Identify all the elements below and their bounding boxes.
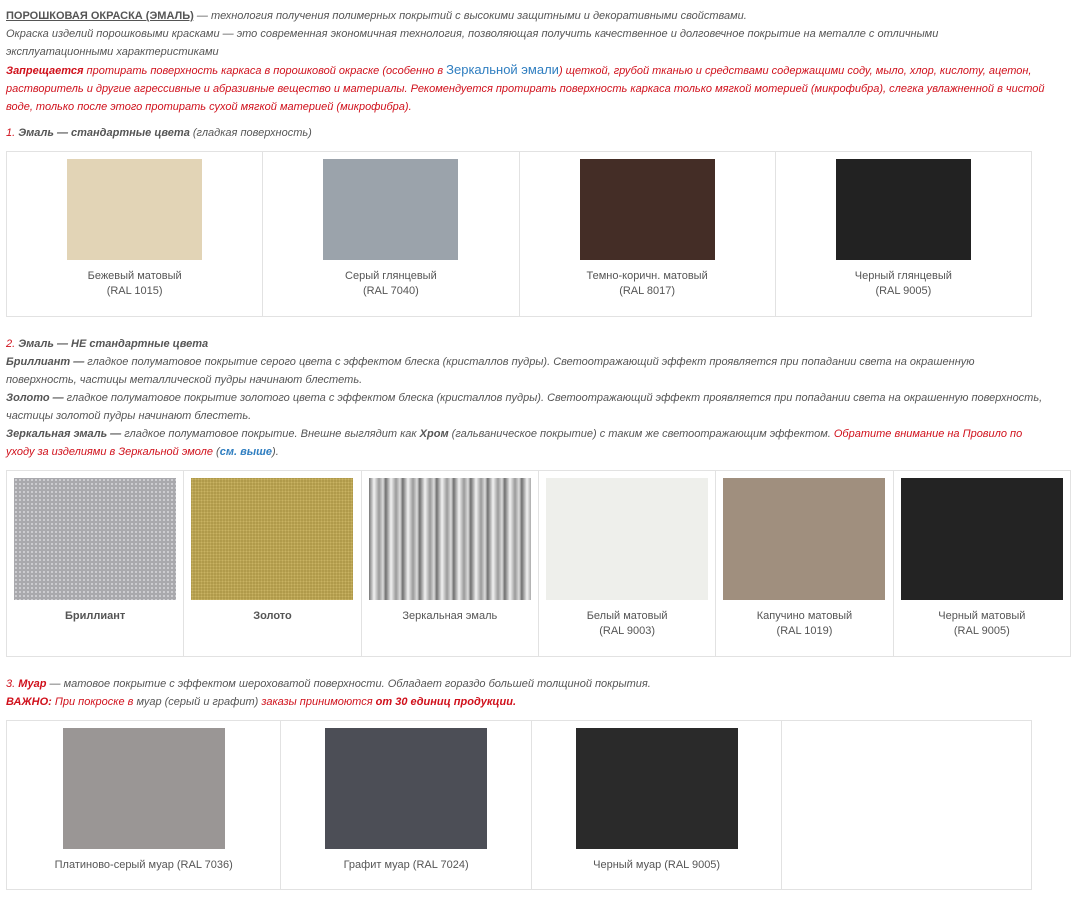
mirror-enamel-link[interactable]: Зеркальной эмали [446,62,559,77]
swatch-color [325,728,487,849]
swatch-name: Бежевый матовый [87,270,182,282]
swatch-name: Графит муар (RAL 7024) [343,859,469,871]
swatch-name: Капучино матовый [756,610,853,622]
swatch-cell [775,152,1031,317]
swatch-name: Черный матовый [938,610,1026,622]
swatch-code: (RAL 8017) [619,285,676,297]
warning-paragraph: Запрещается протирать поверхность каркаса в порошковой окраске (особенно в Зеркальной эмали) щеткой, грубой тканью и средствами содержащими соду, мыло, хлор, кислоту, ацетон, растворитель и другие агрессивные и абразивные вещество и материалы. Рекомендуется протирать поверхность каркаса только мягкой мотерией (микрофибра), слегка увлажненной в чистой воде, только после этого протирать сухой мягкой материей (микрофибра). [6,62,1045,113]
swatch-cell [361,471,538,657]
swatch-cell [7,721,281,890]
swatch-name: Бриллиант [65,610,126,622]
swatch-code: (RAL 1019) [776,625,833,637]
mirror-desc: Зеркальная эмаль — гладкое полуматовое покрытие. Внешне выглядит как Хром (гальваническое покрытие) с таким же светоотражающим эффектом. Обратите внимание на Провило по уходу за изделиями в Зеркальной эмоле (см. выше). [6,428,1023,458]
swatch-color [723,478,885,600]
swatch-cell [893,471,1070,657]
important-note: ВАЖНО: При покроске в муар (серый и графит) заказы принимоются от 30 единиц продукции. [6,696,517,708]
warning-word: Запрещается [6,65,84,77]
intro-heading-rest: — технология получения полимерных покрытий с высокими защитными и декоративными свойствами. [193,10,747,22]
swatch-name: Белый матовый [586,610,668,622]
swatch-name: Темно-коричн. матовый [586,270,708,282]
swatch-code: (RAL 9005) [953,625,1010,637]
swatch-code: (RAL 9003) [599,625,656,637]
swatch-name: Черный муар (RAL 9005) [593,859,721,871]
swatch-color [63,728,225,849]
section3-swatch-table [6,720,1032,890]
swatch-code: (RAL 9005) [875,285,932,297]
swatch-cell [7,471,184,657]
swatch-name: Платиново-серый муар (RAL 7036) [54,859,233,871]
swatch-color [323,159,458,260]
intro-line-2: Окраска изделий порошковыми красками — это современная экономичная технология, позволяющая получить качественное и долговечное покрытие на металле с отличными эксплуатационными характеристиками [6,28,939,58]
swatch-cell [263,152,519,317]
intro-line-1 [6,7,1046,25]
section3-title: 3. Муар — матовое покрытие с эффектом шероховатой поверхности. Обладает гораздо большей толщиной покрытия. [6,678,651,690]
intro-heading: ПОРОШКОВАЯ ОКРАСКА (ЭМАЛЬ) [6,10,194,22]
swatch-cell [281,721,532,890]
section2-swatch-table [6,470,1071,657]
swatch-color [580,159,715,260]
swatch-cell [538,471,715,657]
swatch-color [546,478,708,600]
swatch-color [191,478,353,600]
swatch-cell [184,471,361,657]
swatch-code: (RAL 7040) [362,285,419,297]
brilliant-desc: Бриллиант — гладкое полуматовое покрытие серого цвета с эффектом блеска (кристаллов пудры). Светоотражающий эффект проявляется при попадании света на окрашенную поверхность, частицы металлической пудры начинают блестеть. [6,356,975,386]
chrome-tubes-image [369,478,531,600]
swatch-color [836,159,971,260]
swatch-cell [531,721,782,890]
swatch-cell [7,152,263,317]
swatch-color [901,478,1063,600]
swatch-cell [716,471,893,657]
swatch-cell [519,152,775,317]
section1-title: 1. Эмаль — стандартные цвета (гладкая поверхность) [6,127,312,139]
swatch-color [576,728,738,849]
gold-desc: Золото — гладкое полуматовое покрытие золотого цвета с эффектом блеска (кристаллов пудры). Светоотражающий эффект проявляется при попадании света на окрашенную поверхность, частицы золотой пудры начинают блестеть. [6,392,1043,422]
swatch-color [67,159,202,260]
swatch-code: (RAL 1015) [106,285,163,297]
swatch-name: Золото [253,610,292,622]
see-above-link[interactable]: см. выше [219,446,273,458]
section1-swatch-table [6,151,1032,317]
swatch-name: Черный глянцевый [854,270,952,282]
swatch-color [14,478,176,600]
section2-title: 2. Эмаль — НЕ стандартные цвета [6,338,209,350]
swatch-name: Серый глянцевый [345,270,437,282]
swatch-name: Зеркальная эмаль [402,610,498,622]
empty-cell [782,721,1032,890]
